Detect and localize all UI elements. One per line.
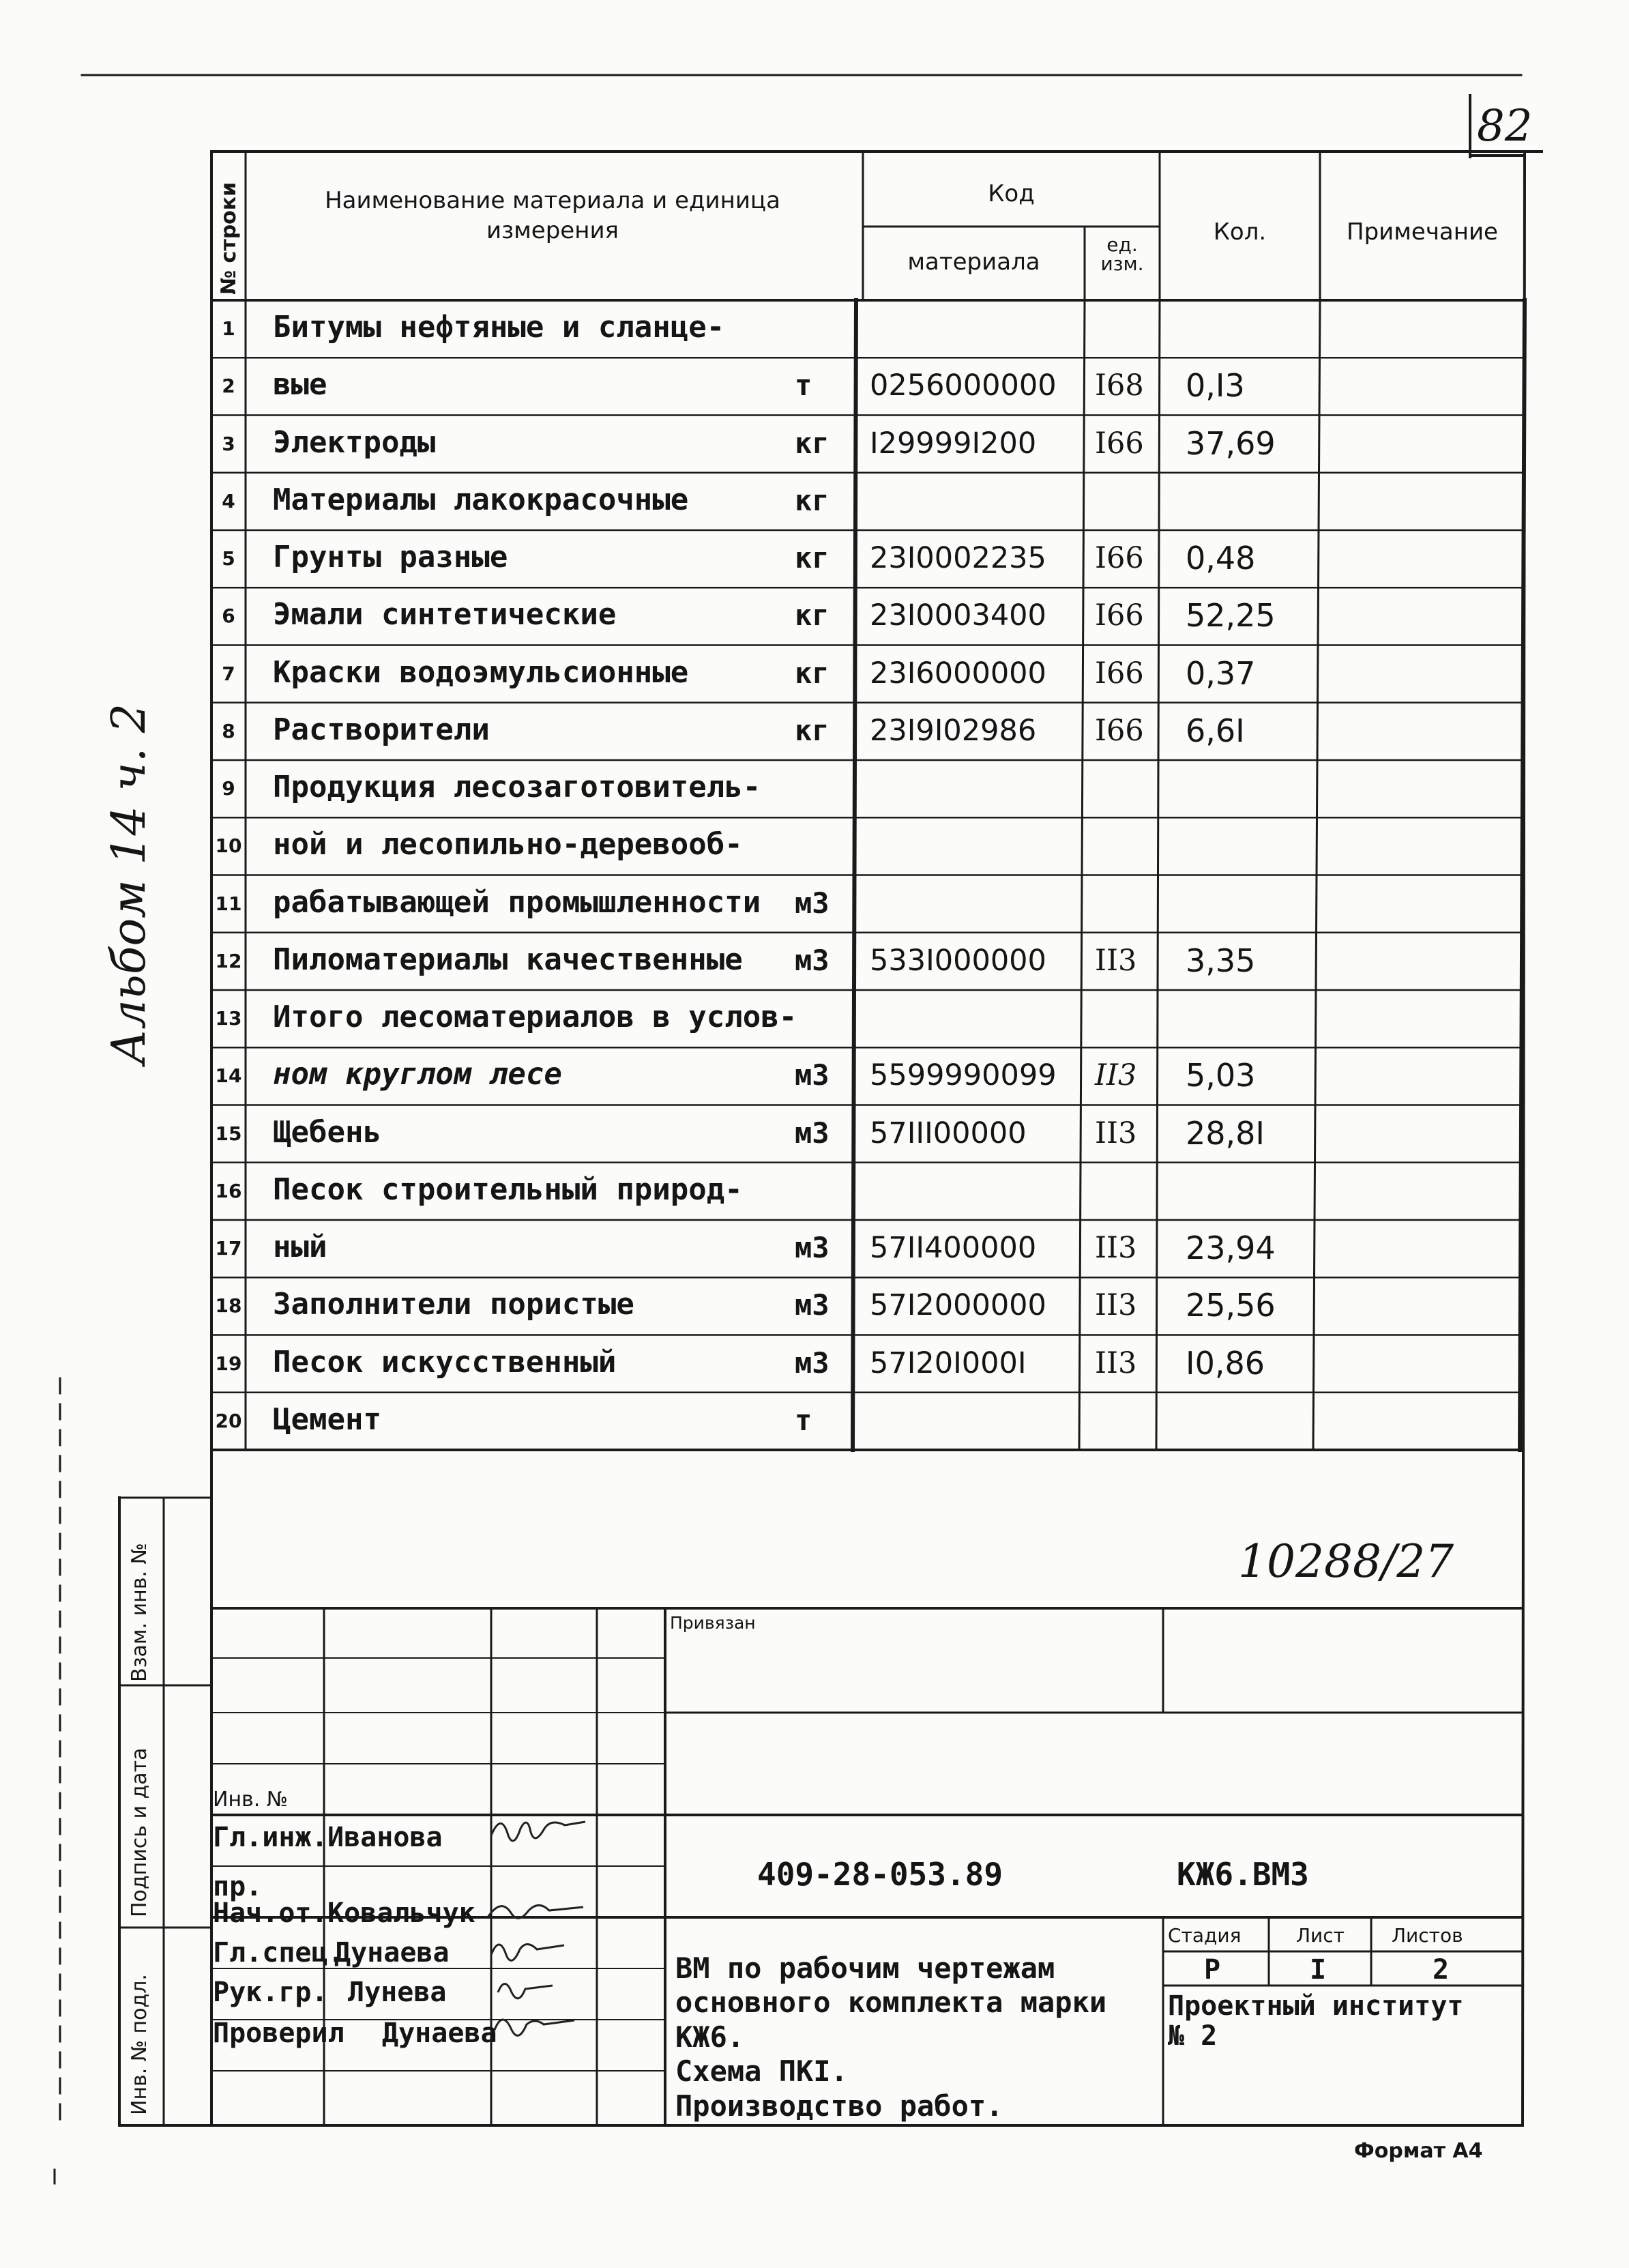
material-unit: кг <box>795 598 830 633</box>
material-unit: м3 <box>795 1116 830 1150</box>
unit-code: II3 <box>1095 1058 1137 1093</box>
registration-number: 10288/27 <box>1238 1535 1454 1588</box>
row-number: 11 <box>215 892 242 915</box>
material-name: Растворители <box>273 712 490 747</box>
doc-number: 409-28-053.89 <box>757 1856 1003 1893</box>
signatures <box>478 1808 614 2061</box>
quantity: 5,03 <box>1186 1057 1256 1094</box>
staff-name-5: Лунева <box>348 1977 447 2008</box>
row-number: 19 <box>215 1352 242 1375</box>
row-number: 5 <box>222 547 235 570</box>
row-number: 2 <box>222 375 235 398</box>
quantity: 23,94 <box>1186 1230 1276 1267</box>
material-name: Битумы нефтяные и сланце- <box>273 310 725 345</box>
staff-role-3: Нач.от. <box>213 1898 328 1929</box>
header-code-unit: ед. изм. <box>1100 233 1144 275</box>
material-name: рабатывающей промышленности <box>273 884 761 920</box>
quantity: 0,37 <box>1186 654 1256 692</box>
description-line-1: ВМ по рабочим чертежам <box>675 1951 1055 1985</box>
material-name: Песок искусственный <box>273 1344 617 1380</box>
format-label: Формат А4 <box>1354 2139 1483 2163</box>
unit-code: I66 <box>1095 598 1144 633</box>
header-note: Примечание <box>1347 218 1498 246</box>
quantity: I0,86 <box>1186 1344 1265 1382</box>
staff-role-1: Гл.инж. <box>213 1822 328 1853</box>
quantity: 3,35 <box>1186 942 1256 979</box>
material-name: Электроды <box>273 424 436 460</box>
row-number: 14 <box>215 1064 242 1088</box>
material-unit: м3 <box>795 1288 830 1322</box>
row-number: 10 <box>215 834 242 858</box>
row-number: 18 <box>215 1294 242 1318</box>
row-number: 8 <box>222 719 235 742</box>
description-line-3: КЖ6. <box>675 2020 745 2054</box>
material-unit: м3 <box>795 1231 830 1265</box>
material-code: 23I9I02986 <box>870 713 1037 748</box>
inv-no-label: Инв. № <box>213 1788 289 1812</box>
material-name: Материалы лакокрасочные <box>273 482 689 517</box>
quantity: 6,6I <box>1186 712 1245 749</box>
unit-code: I66 <box>1095 426 1144 461</box>
staff-name-3: Ковальчук <box>327 1898 475 1929</box>
material-code: 57I2000000 <box>870 1288 1046 1323</box>
material-unit: т <box>795 1403 812 1437</box>
description-line-2: основного комплекта марки <box>675 1986 1107 2020</box>
material-code: I29999I200 <box>870 426 1037 461</box>
quantity: 0,I3 <box>1186 367 1245 405</box>
page-number: 82 <box>1477 101 1533 151</box>
organization <box>1168 1991 1463 2051</box>
row-number: 20 <box>215 1409 242 1432</box>
sheets-label: Листов <box>1392 1924 1463 1947</box>
unit-code: II3 <box>1095 1288 1137 1323</box>
doc-description <box>675 1951 1106 2123</box>
stage-value: Р <box>1204 1954 1221 1986</box>
staff-role-4: Гл.спец. <box>213 1937 344 1968</box>
row-number: 1 <box>222 317 235 340</box>
material-unit: кг <box>795 483 830 517</box>
sheet-label: Лист <box>1296 1924 1345 1947</box>
label-vzam-inv: Взам. инв. № <box>128 1543 151 1682</box>
org-line-1: Проектный институт <box>1168 1990 1464 2022</box>
staff-name-6: Дунаева <box>382 2018 497 2049</box>
row-number: 15 <box>215 1122 242 1145</box>
material-name: Песок строительный природ- <box>273 1172 743 1207</box>
material-unit: м3 <box>795 886 830 920</box>
header-qty: Кол. <box>1213 218 1267 246</box>
description-line-5: Производство работ. <box>675 2089 1003 2123</box>
material-name: Итого лесоматериалов в услов- <box>273 1000 797 1035</box>
row-number: 17 <box>215 1237 242 1260</box>
material-unit: м3 <box>795 1346 830 1380</box>
material-code: 57I20I000I <box>870 1346 1027 1380</box>
staff-role-5: Рук.гр. <box>213 1977 328 2008</box>
privyazan-label: Привязан <box>670 1613 756 1633</box>
material-name: ном круглом лесе <box>273 1057 562 1092</box>
material-code: 5599990099 <box>870 1058 1057 1093</box>
material-code: 23I0002235 <box>870 541 1046 576</box>
row-number: 4 <box>222 489 235 512</box>
material-code: 0256000000 <box>870 368 1057 403</box>
row-number: 16 <box>215 1179 242 1202</box>
material-name: Заполнители пористые <box>273 1287 634 1322</box>
material-unit: м3 <box>795 943 830 977</box>
material-name: ной и лесопильно-деревооб- <box>273 827 743 862</box>
material-name: вые <box>273 367 327 403</box>
header-row-no: № строки <box>217 181 241 295</box>
material-unit: кг <box>795 656 830 690</box>
material-code: 57II400000 <box>870 1231 1037 1266</box>
org-line-2: № 2 <box>1168 2020 1218 2052</box>
header-code: Код <box>988 180 1035 207</box>
quantity: 25,56 <box>1186 1287 1276 1324</box>
material-code: 23I0003400 <box>870 598 1046 633</box>
material-unit: кг <box>795 541 830 575</box>
material-unit: т <box>795 368 812 403</box>
quantity: 0,48 <box>1186 540 1256 577</box>
sheet-value: I <box>1310 1954 1327 1986</box>
material-code: 23I6000000 <box>870 656 1046 690</box>
row-number: 6 <box>222 605 235 628</box>
row-number: 9 <box>222 777 235 800</box>
doc-mark: КЖ6.ВМ3 <box>1177 1856 1309 1893</box>
row-number: 3 <box>222 432 235 455</box>
unit-code: I66 <box>1095 656 1144 690</box>
unit-code: II3 <box>1095 1116 1137 1150</box>
quantity: 37,69 <box>1186 424 1276 462</box>
album-note: Альбом 14 ч. 2 <box>102 703 156 1064</box>
material-name: Эмали синтетические <box>273 597 617 633</box>
row-number: 12 <box>215 949 242 972</box>
row-number: 13 <box>215 1007 242 1030</box>
material-name: Грунты разные <box>273 540 508 575</box>
unit-code: II3 <box>1095 1346 1137 1380</box>
label-inv-podl: Инв. № подл. <box>128 1974 151 2115</box>
unit-code: I66 <box>1095 713 1144 748</box>
material-name: Продукция лесозаготовитель- <box>273 770 761 805</box>
unit-code: II3 <box>1095 943 1137 978</box>
description-line-4: Схема ПКI. <box>675 2054 848 2089</box>
quantity: 28,8I <box>1186 1114 1265 1152</box>
material-unit: кг <box>795 426 830 460</box>
label-podpis-data: Подпись и дата <box>128 1747 151 1917</box>
unit-code: I66 <box>1095 541 1144 576</box>
material-unit: м3 <box>795 1058 830 1092</box>
sheets-value: 2 <box>1433 1954 1450 1986</box>
staff-name-4: Дунаева <box>334 1937 450 1968</box>
material-name: Пиломатериалы качественные <box>273 942 743 977</box>
material-name: Цемент <box>273 1401 381 1437</box>
unit-code: I68 <box>1095 368 1144 403</box>
header-code-material: материала <box>907 248 1040 276</box>
material-name: Щебень <box>273 1114 381 1150</box>
unit-code: II3 <box>1095 1231 1137 1266</box>
quantity: 52,25 <box>1186 597 1276 635</box>
material-name: ный <box>273 1230 327 1265</box>
material-code: 57III00000 <box>870 1116 1027 1150</box>
row-number: 7 <box>222 662 235 685</box>
staff-name-1: Иванова <box>327 1822 443 1853</box>
material-code: 533I000000 <box>870 943 1046 978</box>
stage-label: Стадия <box>1168 1924 1242 1947</box>
staff-role-2: пр. <box>213 1871 263 1902</box>
header-name: Наименование материала и единица измерения <box>325 187 780 245</box>
material-name: Краски водоэмульсионные <box>273 654 689 690</box>
staff-role-6: Проверил <box>213 2018 344 2049</box>
material-unit: кг <box>795 713 830 747</box>
